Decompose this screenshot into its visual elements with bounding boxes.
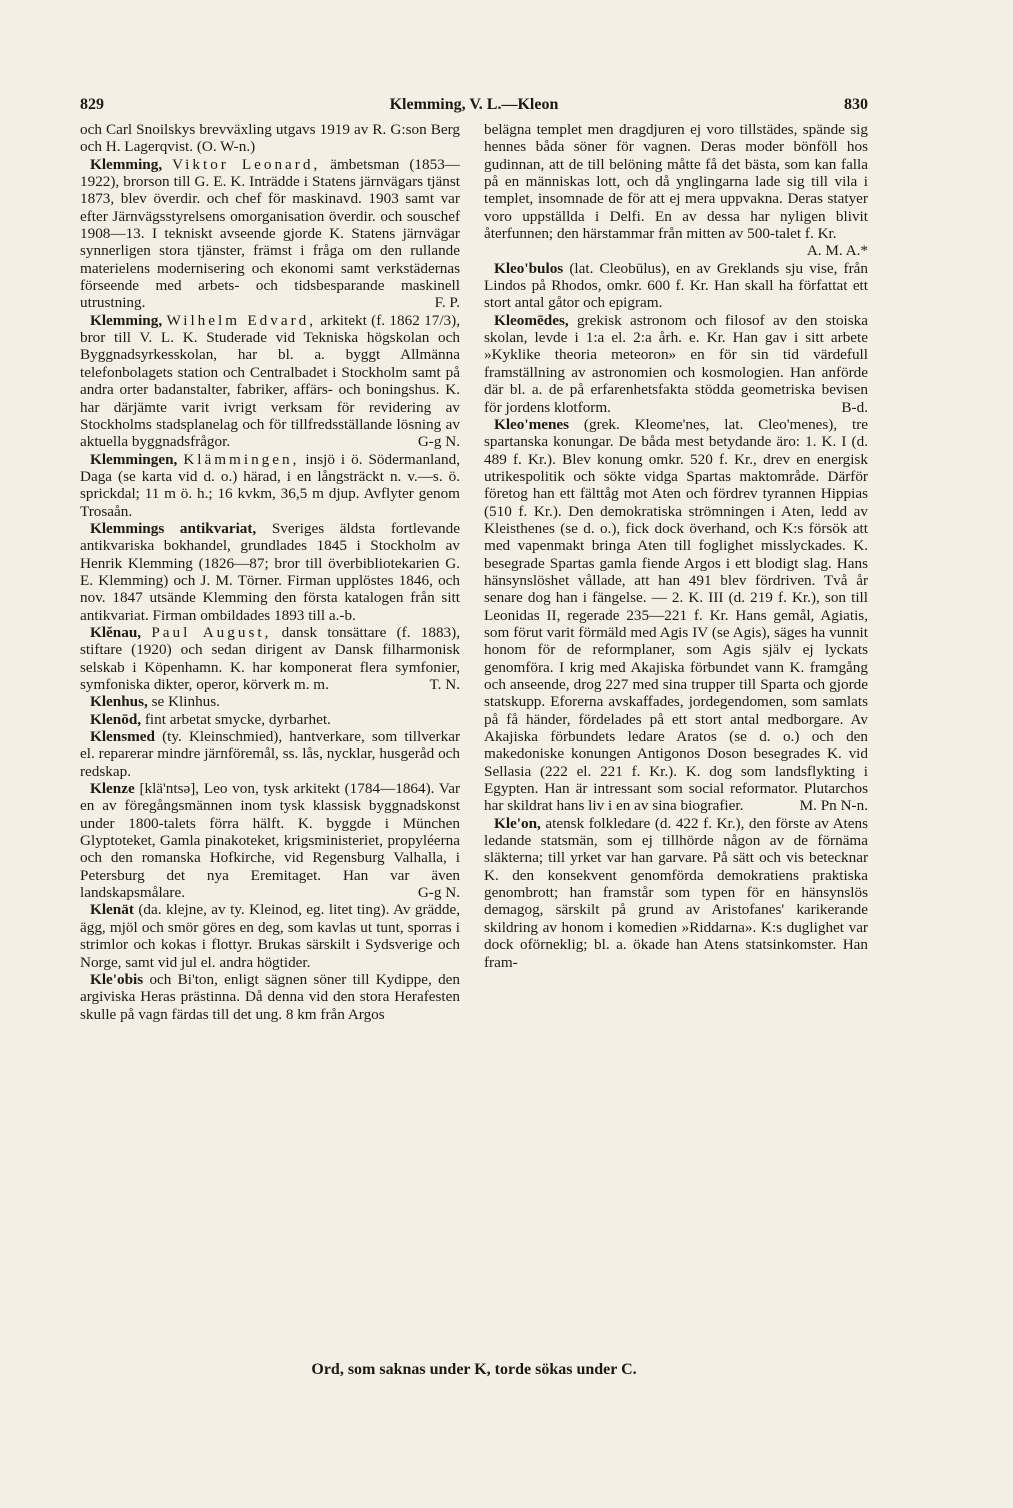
entry-text: (lat. Cleobūlus), en av Greklands sju vise, från Lindos på Rhodos, omkr. 600 f. Kr. Han skall ha författat ett stort antal gåtor och epigram. [484,259,869,312]
entry-spaced-name: Paul August, [151,623,272,641]
entry [484,815,868,971]
entry-text: [klä'ntsə], Leo von, tysk arkitekt (1784—1864). Var en av föregångsmännen inom tysk klassisk byggnadskonst under 1800-talets förra hälft. K. byggde i München Glyptoteket, Gamla pinakoteket, krigsministeriet, propyléerna och den romanska Hofkirche, vid Regensburg Valhalla, i Petersburg det nya Eremitaget. Han var även landskapsmålare. [80,780,461,902]
footer-note: Ord, som saknas under K, torde sökas under C. [311,1361,637,1378]
entry-signature: G-g N. [417,884,460,902]
entry-text: och Bi'ton, enligt sägnen söner till Kydippe, den argiviska Heras prästinna. Då denna vid den stora Herafesten skulle på vagn färdas till det ung. 8 km från Argos [80,970,460,1023]
entry-text: insjö i ö. Södermanland, Daga (se karta vid d. o.) härad, i en långsträckt n. v.—s. ö. sprickdal; 11 m ö. h.; 16 kvkm, 36,5 m djup. Avflyter genom Trosaån. [80,450,460,520]
left-column [80,121,460,1023]
entry-text: dansk tonsättare (f. 1883), stiftare (1920) och sedan dirigent av Dansk filharmonisk selskab i Köpenhamn. K. har komponerat flera symfonier, symfoniska dikter, operor, körverk m. m. [80,623,460,693]
entry-text: och Carl Snoilskys brevväxling utgavs 1919 av R. G:son Berg och H. Lagerqvist. (O. W-n.) [80,121,460,156]
entry-spaced-name: Wilhelm Edvard, [166,311,317,329]
entry-headword: Klenze [90,780,135,798]
entry-headword: Kleo'bulos [494,259,564,277]
page-header [80,96,868,116]
entry-headword: Kleomēdes, [494,311,569,329]
entry [80,780,460,901]
entry-headword: Klemmingen, [90,450,178,468]
entry-headword: Klemming, [90,155,163,173]
entry-spaced-name: Viktor Leonard, [172,155,321,173]
entry [80,711,460,728]
entry [80,312,460,451]
entry-text: (da. klejne, av ty. Kleinod, eg. litet ting). Av grädde, ägg, mjöl och smör göres en deg, som kavlas ut tunt, sporras i strimlor och kokas i flottyr. Brukas särskilt i Sydsverige och Norge, samt vid jul el. andra högtider. [80,901,461,971]
entry-headword: Klenät [90,901,134,919]
entry-text: fint arbetat smycke, dyrbarhet. [144,710,331,728]
running-head: Klemming, V. L.—Kleon [389,96,559,113]
entry-signature: M. Pn N-n. [799,797,868,815]
entry-text: belägna templet men dragdjuren ej voro tillstädes, spände sig hennes båda söner för vagnen. Deras moder bönföll hos gudinnan, att de till belöning måtte få det bästa, som kan falla på en människas lott, och då ynglingarna lade sig till vila i templet, insomnade de för att ej mera uppvakna. Deras statyer voro uppställda i Delfi. En av dessa har nyligen blivit återfunnen; den härstammar från mitten av 500-talet f. Kr. [484,121,868,243]
entry-headword: Kle'obis [90,970,144,988]
entry-text: se Klinhus. [151,693,220,711]
entry-text: Sveriges äldsta fortlevande antikvariska bokhandel, grundlades 1845 i Stockholm av Henrik Klemming (1826—87; bror till överbibliotekarien G. E. Klemming) och J. M. Törner. Firman upplöstes 1846, och nov. 1847 utsände Klemming den första katalogen från sitt antikvariat. Firman ombildades 1893 till a.-b. [80,519,460,624]
page-number-left: 829 [80,96,104,113]
entry-text: (grek. Kleome'nes, lat. Cleo'menes), tre spartanska konungar. De båda mest betydande äro: 1. K. I (d. 489 f. Kr.). Blev konung omkr. 520 f. Kr., drev en energisk utrikespolitik och sökte vidga Spartas maktområde. Därför företog han ett fälttåg mot Aten och fördrev tyrannen Hippias (510 f. Kr.). Den demokratiska strömningen i Aten, ledd av Kleisthenes (se d. o.), fick dock överhand, och K:s försök att med vapenmakt bringa Aten till foglighet misslyckades. K. besegrade Spartas gamla fiende Argos i ett blodigt slag. Hans hänsynslöshet vållade, att han 491 blev fördriven. Två år senare dog han i fängelse. — 2. K. III (d. 219 f. Kr.), son till Leonidas II, regerade 235—221 f. Kr. Hans gemål, Agiatis, som förut varit förmäld med Agis IV (se Agis), säges ha vunnit honom för de reformplaner, som Agis själv ej lyckats genomföra. I krig med Akajiska förbundet vann K. framgång och anseende, drog 227 med sina trupper till Sparta och gjorde statskupp. Eforerna avskaffades, jordegendomen, som samlats på få händer, fördelades på ett stort antal medborgare. Av Akajiska förbundets ledare Aratos (se d. o.) och den makedoniske konungen Antigonos Doson besegrades K. vid Sellasia (222 el. 221 f. Kr.). K. dog som landsflykting i Egypten. Han är intressant som social reformator. Plutarchos har skildrat hans liv i en av sina biografier. [484,415,869,815]
entry-text: (ty. Kleinschmied), hantverkare, som tillverkar el. reparerar mindre järnföremål, ss. lås, nycklar, husgeråd och redskap. [80,728,461,780]
entry [484,260,868,312]
entry [80,693,460,710]
entry [80,156,460,312]
entry-headword: Kleo'menes [494,415,570,433]
entry [484,416,868,815]
entry-signature: G-g N. [417,433,460,451]
entry [80,728,460,780]
entry [80,971,460,1023]
entry-headword: Kle'on, [494,814,541,832]
entry [80,520,460,624]
entry-headword: Klenhus, [90,693,148,711]
page-number-right: 830 [844,96,868,113]
entry-signature: F. P. [434,294,460,312]
entry-text: atensk folkledare (d. 422 f. Kr.), den förste av Atens ledande statsmän, som ej tillhörde någon av de förnäma släkterna; till yrket var han garvare. På sätt och vis betecknar K. den konsekvent genomförda demokratiens praktiska genombrott; han framstår som typen för en hänsynslös demagog, särskilt på grund av Aristofanes' karikerande skildring av honom i komedien »Riddarna». K:s duglighet var dock oförneklig; bl. a. ökade han Atens statsinkomster. Han fram- [484,814,869,971]
entry-text: ämbetsman (1853—1922), brorson till G. E. K. Inträdde i Statens järnvägars tjänst 1873, blev överdir. och chef för maskinavd. 1903 samt var efter Järnvägsstyrelsens omorganisation överdir. och souschef 1908—13. I tekniskt avseende gjorde K. Statens järnvägar synnerligen stora tjänster, främst i fråga om den rullande materielens modernisering och ekonomi samt verkstädernas förseende med arbets- och tidsbesparande maskinell utrustning. [80,155,460,312]
entry-headword: Klemmings antikvariat, [90,519,257,537]
entry [80,624,460,693]
entry-text: grekisk astronom och filosof av den stoiska skolan, levde i 1:a el. 2:a årh. e. Kr. Han gav i sitt arbete »Kyklike theoria meteoron» en för sin tid värdefull framställning av astronomien och kosmologien. Han anförde där bl. a. de på erfarenhetsfakta stödda geometriska bevisen för jordens klotform. [484,311,868,416]
entry-signature: B-d. [841,398,868,416]
entry-headword: Klenōd, [90,710,142,728]
entry [484,312,868,416]
entry-headword: Klensmed [90,728,155,746]
entry-headword: Klĕnau, [90,623,142,641]
right-column [484,121,868,971]
entry [80,121,460,156]
entry-text: arkitekt (f. 1862 17/3), bror till V. L. K. Studerade vid Tekniska högskolan och Byggnadsyrkesskolan, har bl. a. byggt Allmänna telefonbolagets station och Centralbadet i Stockholm samt på andra orter badanstalter, fabriker, affärs- och boningshus. K. har därjämte varit ivrigt verksam för revidering av Stockholms stadsplanelag och för tillfredsställande lösning av aktuella byggnadsfrågor. [80,311,461,451]
entry [80,901,460,970]
entry [80,451,460,520]
entry-headword: Klemming, [90,311,163,329]
entry-signature: A. M. A.* [806,242,868,260]
entry [484,121,868,260]
entry-signature: T. N. [429,676,460,693]
entry-spaced-name: Klämmingen, [183,450,300,468]
